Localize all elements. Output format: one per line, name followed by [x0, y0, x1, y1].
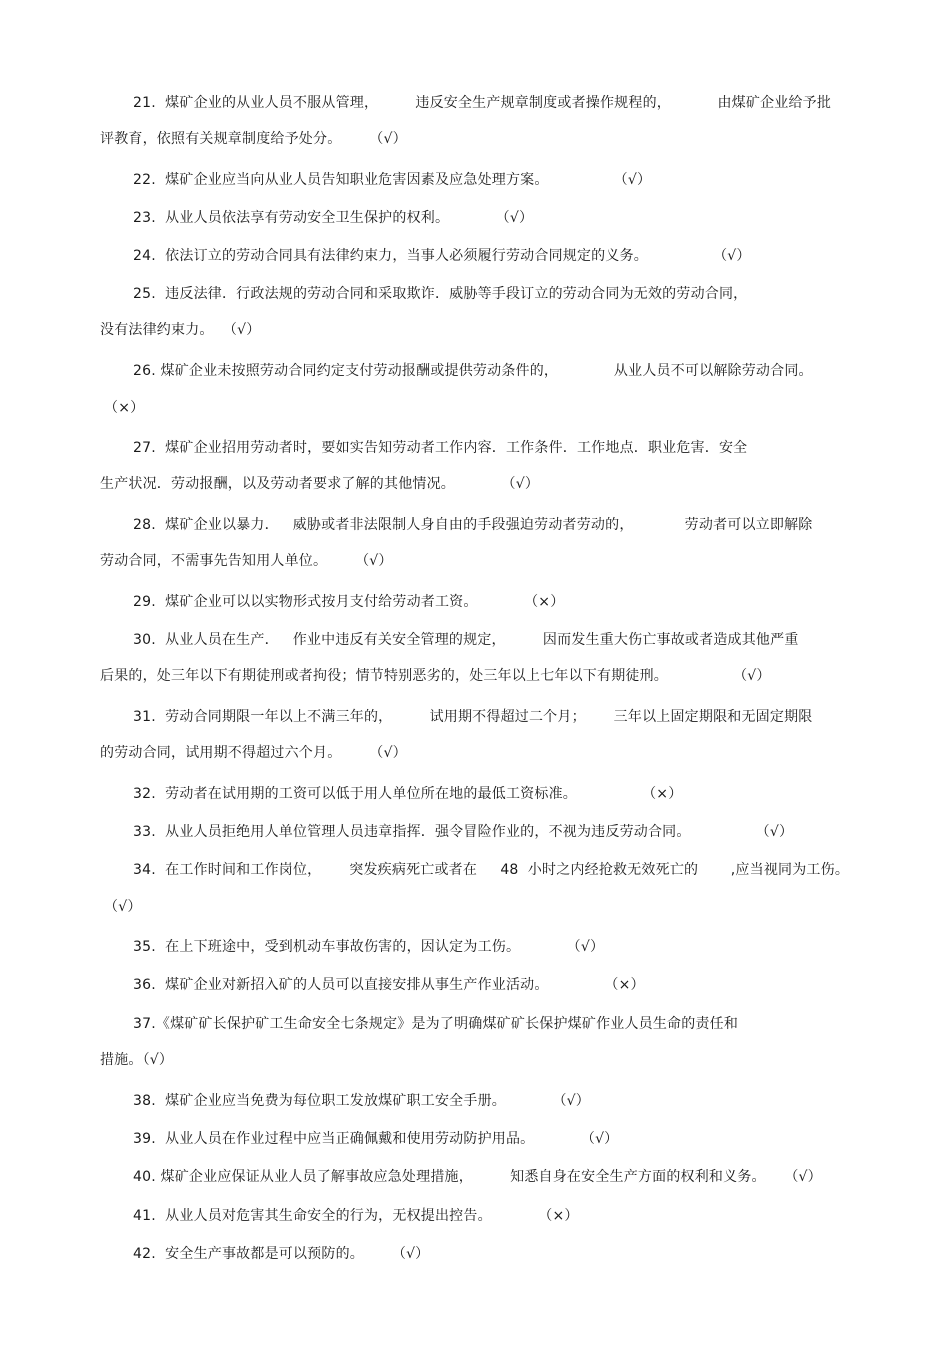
- item-42: 42. 安全生产事故都是可以预防的。 （√）: [133, 1246, 430, 1262]
- item-31-line-1: 31. 劳动合同期限一年以上不满三年的， 试用期不得超过二个月； 三年以上固定期限和无固定期限: [133, 709, 813, 725]
- item-30-line-1: 30. 从业人员在生产． 作业中违反有关安全管理的规定， 因而发生重大伤亡事故或者造成其他严重: [133, 632, 799, 648]
- item-30-line-2: 后果的，处三年以下有期徒刑或者拘役；情节特别恶劣的，处三年以上七年以下有期徒刑。 （√）: [100, 668, 771, 684]
- item-31-line-2: 的劳动合同，试用期不得超过六个月。 （√）: [100, 745, 407, 761]
- item-27-line-1: 27. 煤矿企业招用劳动者时，要如实告知劳动者工作内容．工作条件．工作地点．职业危害．安全: [133, 440, 748, 456]
- item-25-line-2: 没有法律约束力。 （√）: [100, 322, 261, 338]
- item-28-line-1: 28. 煤矿企业以暴力． 威胁或者非法限制人身自由的手段强迫劳动者劳动的， 劳动者可以立即解除: [133, 517, 813, 533]
- item-40: 40. 煤矿企业应保证从业人员了解事故应急处理措施， 知悉自身在安全生产方面的权利和义务。 （√）: [133, 1169, 822, 1185]
- item-34-line-2: （√）: [104, 899, 142, 915]
- item-23: 23. 从业人员依法享有劳动安全卫生保护的权利。 （√）: [133, 210, 534, 226]
- item-26-line-2: （×）: [104, 400, 145, 416]
- item-28-line-2: 劳动合同，不需事先告知用人单位。 （√）: [100, 553, 393, 569]
- item-21-line-2: 评教育，依照有关规章制度给予处分。 （√）: [100, 131, 407, 147]
- item-25-line-1: 25. 违反法律．行政法规的劳动合同和采取欺诈．威胁等手段订立的劳动合同为无效的劳动合同，: [133, 286, 748, 302]
- item-33: 33. 从业人员拒绝用人单位管理人员违章指挥．强令冒险作业的，不视为违反劳动合同。 （√）: [133, 824, 794, 840]
- item-29: 29. 煤矿企业可以以实物形式按月支付给劳动者工资。 （×）: [133, 594, 565, 610]
- item-21-line-1: 21. 煤矿企业的从业人员不服从管理， 违反安全生产规章制度或者操作规程的， 由煤矿企业给予批: [133, 95, 832, 111]
- item-26-line-1: 26. 煤矿企业未按照劳动合同约定支付劳动报酬或提供劳动条件的， 从业人员不可以解除劳动合同。: [133, 363, 813, 379]
- item-37-line-1: 37.《煤矿矿长保护矿工生命安全七条规定》是为了明确煤矿矿长保护煤矿作业人员生命的责任和: [133, 1016, 739, 1032]
- item-35: 35. 在上下班途中，受到机动车事故伤害的，因认定为工伤。 （√）: [133, 939, 605, 955]
- item-32: 32. 劳动者在试用期的工资可以低于用人单位所在地的最低工资标准。 （×）: [133, 786, 683, 802]
- item-38: 38. 煤矿企业应当免费为每位职工发放煤矿职工安全手册。 （√）: [133, 1093, 590, 1109]
- item-39: 39. 从业人员在作业过程中应当正确佩戴和使用劳动防护用品。 （√）: [133, 1131, 619, 1147]
- item-36: 36. 煤矿企业对新招入矿的人员可以直接安排从事生产作业活动。 （×）: [133, 977, 645, 993]
- item-41: 41. 从业人员对危害其生命安全的行为，无权提出控告。 （×）: [133, 1208, 579, 1224]
- item-37-line-2: 措施。（√）: [100, 1052, 174, 1068]
- item-27-line-2: 生产状况．劳动报酬，以及劳动者要求了解的其他情况。 （√）: [100, 476, 540, 492]
- item-22: 22. 煤矿企业应当向从业人员告知职业危害因素及应急处理方案。 （√）: [133, 172, 652, 188]
- item-24: 24. 依法订立的劳动合同具有法律约束力，当事人必须履行劳动合同规定的义务。 （√）: [133, 248, 751, 264]
- item-34-line-1: 34. 在工作时间和工作岗位， 突发疾病死亡或者在 48 小时之内经抢救无效死亡的 ,应当视同为工伤。: [133, 862, 850, 878]
